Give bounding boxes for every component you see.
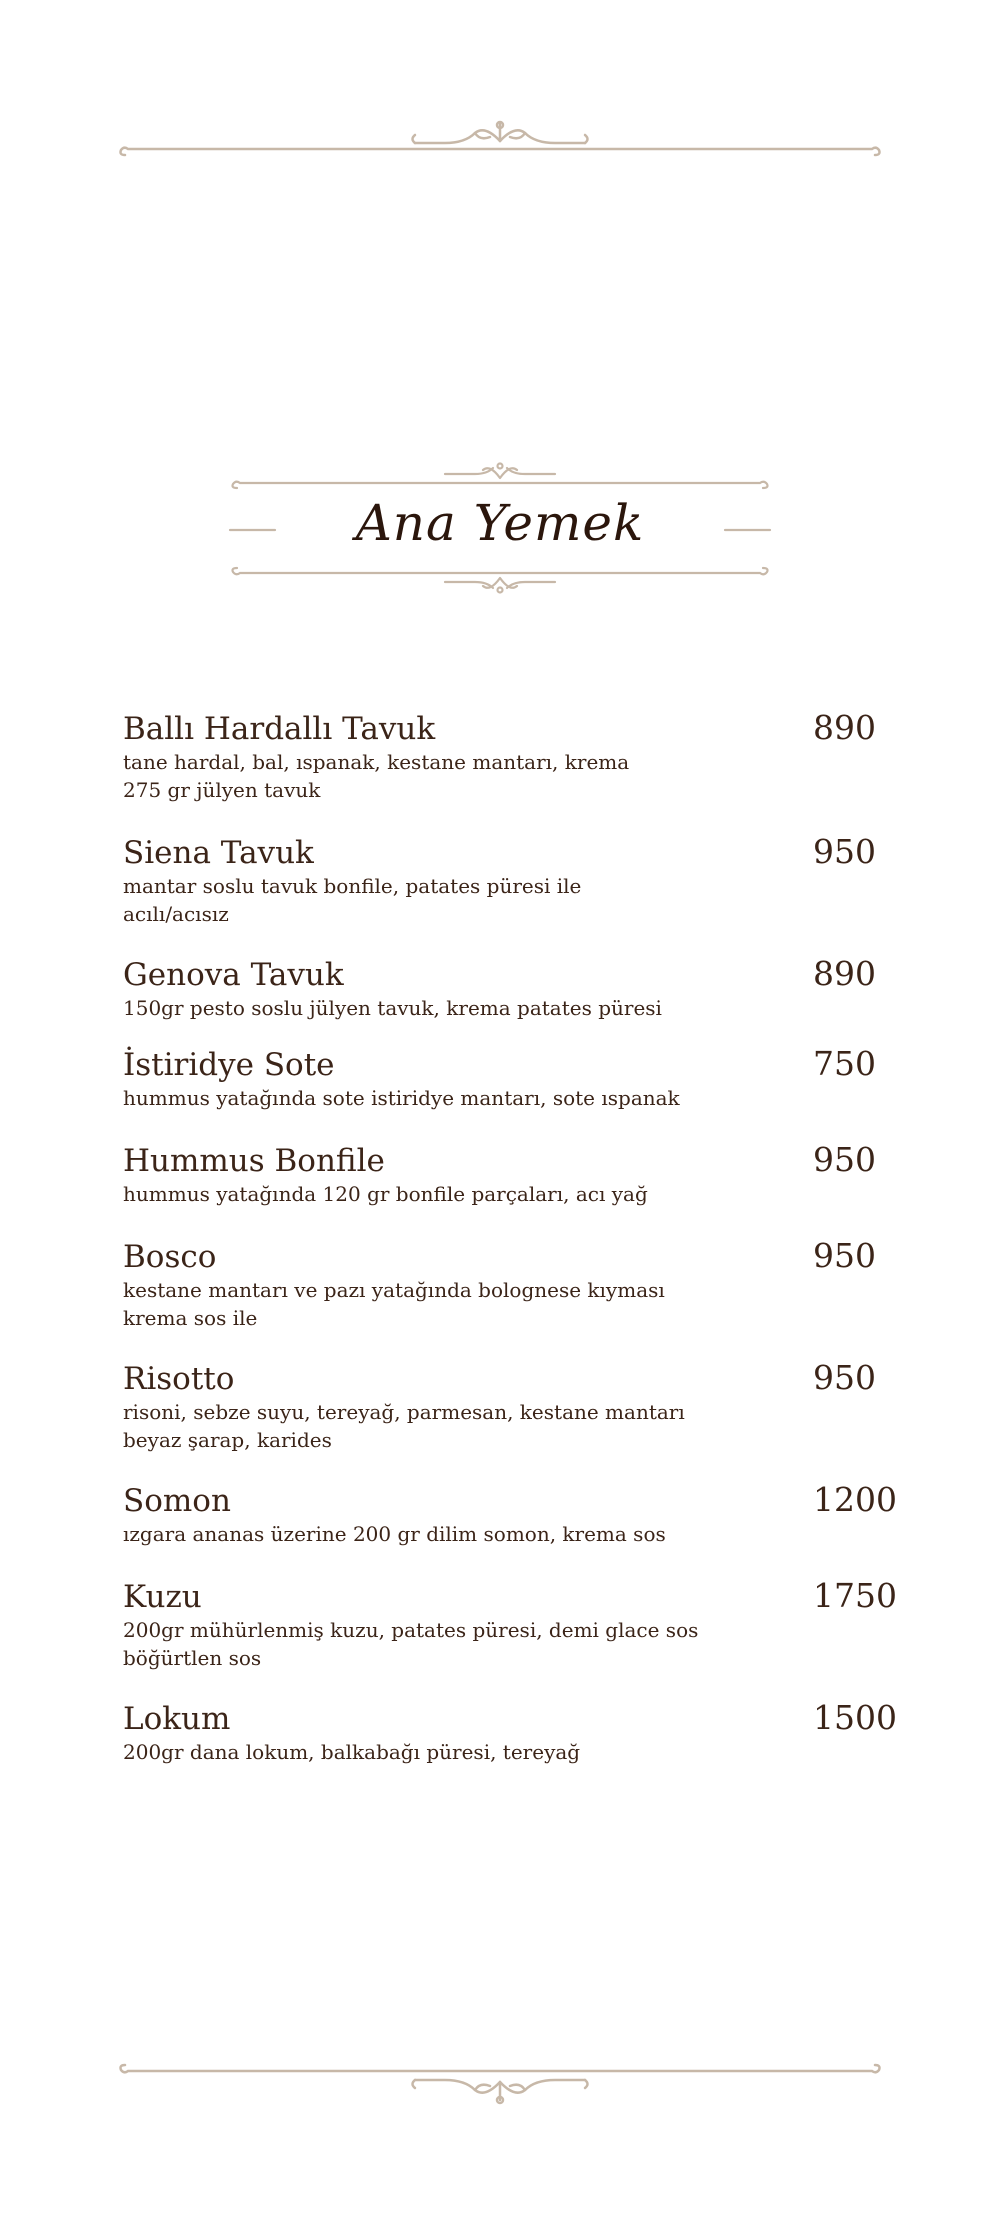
menu-item-name: Kuzu <box>123 1579 202 1615</box>
menu-item <box>123 710 903 804</box>
menu-item-price: 950 <box>813 1236 876 1275</box>
menu-item <box>123 1700 903 1766</box>
menu-item-price: 950 <box>813 832 876 871</box>
menu-list <box>123 710 903 1766</box>
menu-item-description: hummus yatağında 120 gr bonfile parçaları, acı yağ <box>123 1182 648 1206</box>
menu-item <box>123 1238 903 1332</box>
menu-item-price: 1500 <box>813 1698 897 1737</box>
menu-item-name: İstiridye Sote <box>123 1047 335 1083</box>
menu-item <box>123 1142 903 1208</box>
menu-item-description: 150gr pesto soslu jülyen tavuk, krema patates püresi <box>123 996 662 1020</box>
menu-item-name: Somon <box>123 1483 231 1519</box>
menu-item-price: 890 <box>813 708 876 747</box>
menu-item-description: mantar soslu tavuk bonfile, patates püresi ile acılı/acısız <box>123 874 582 926</box>
section-title-block <box>225 460 775 595</box>
section-title: Ana Yemek <box>355 494 645 552</box>
menu-item <box>123 956 903 1022</box>
menu-item-price: 890 <box>813 954 876 993</box>
menu-item <box>123 1482 903 1548</box>
menu-item <box>123 834 903 928</box>
menu-item <box>123 1578 903 1672</box>
menu-item-price: 950 <box>813 1358 876 1397</box>
menu-item-description: ızgara ananas üzerine 200 gr dilim somon, krema sos <box>123 1522 666 1546</box>
bottom-ornament-divider <box>115 2050 885 2110</box>
menu-item-description: risoni, sebze suyu, tereyağ, parmesan, kestane mantarı beyaz şarap, karides <box>123 1400 685 1452</box>
menu-item-name: Risotto <box>123 1361 235 1397</box>
menu-item-price: 1200 <box>813 1480 897 1519</box>
menu-item-price: 1750 <box>813 1576 897 1615</box>
menu-item <box>123 1360 903 1454</box>
menu-item-description: kestane mantarı ve pazı yatağında bolognese kıyması krema sos ile <box>123 1278 665 1330</box>
menu-item-name: Ballı Hardallı Tavuk <box>123 711 436 747</box>
menu-item-price: 950 <box>813 1140 876 1179</box>
menu-item-name: Genova Tavuk <box>123 957 344 993</box>
menu-item-description: 200gr dana lokum, balkabağı püresi, tereyağ <box>123 1740 581 1764</box>
menu-item <box>123 1046 903 1112</box>
menu-item-name: Hummus Bonfile <box>123 1143 385 1179</box>
menu-item-name: Bosco <box>123 1239 217 1275</box>
menu-item-name: Siena Tavuk <box>123 835 314 871</box>
menu-item-name: Lokum <box>123 1701 231 1737</box>
top-ornament-divider <box>115 115 885 165</box>
menu-item-price: 750 <box>813 1044 876 1083</box>
menu-item-description: tane hardal, bal, ıspanak, kestane mantarı, krema 275 gr jülyen tavuk <box>123 750 630 802</box>
menu-item-description: 200gr mühürlenmiş kuzu, patates püresi, demi glace sos böğürtlen sos <box>123 1618 699 1670</box>
menu-item-description: hummus yatağında sote istiridye mantarı, sote ıspanak <box>123 1086 680 1110</box>
